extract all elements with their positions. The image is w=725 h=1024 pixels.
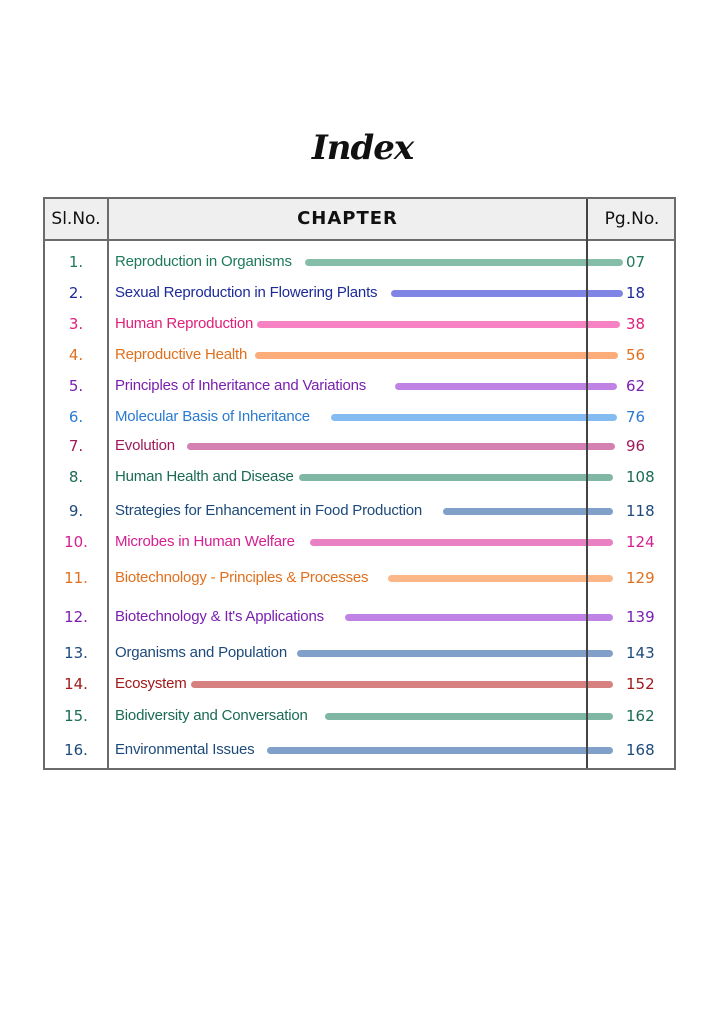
table-row — [45, 671, 674, 697]
row-chapter: Molecular Basis of Inheritance — [115, 408, 310, 425]
row-chapter: Strategies for Enhancement in Food Production — [115, 502, 423, 519]
page-title: Index — [311, 128, 414, 168]
row-page-no: 18 — [626, 284, 646, 302]
row-page-no: 38 — [626, 315, 646, 333]
header-sl-no: Sl.No. — [51, 209, 101, 229]
row-chapter: Reproductive Health — [115, 346, 248, 363]
row-chapter: Human Health and Disease — [115, 468, 294, 485]
row-page-no: 76 — [626, 408, 646, 426]
row-sl-no: 12. — [64, 608, 88, 626]
leader-bar — [257, 321, 620, 328]
row-chapter: Evolution — [115, 437, 175, 454]
row-sl-no: 11. — [64, 569, 88, 587]
column-divider — [586, 199, 588, 768]
row-page-no: 168 — [626, 741, 655, 759]
table-row — [45, 280, 674, 306]
row-page-no: 118 — [626, 502, 655, 520]
table-row — [45, 498, 674, 524]
leader-bar — [331, 414, 617, 421]
leader-bar — [305, 259, 623, 266]
table-row — [45, 565, 674, 591]
row-page-no: 56 — [626, 346, 646, 364]
row-chapter: Organisms and Population — [115, 644, 287, 661]
row-chapter: Biotechnology - Principles & Processes — [115, 569, 369, 586]
row-page-no: 152 — [626, 675, 655, 693]
leader-bar — [391, 290, 623, 297]
table-row — [45, 433, 674, 459]
table-row — [45, 737, 674, 763]
table-row — [45, 249, 674, 275]
row-chapter: Sexual Reproduction in Flowering Plants — [115, 284, 378, 301]
row-page-no: 96 — [626, 437, 646, 455]
row-page-no: 129 — [626, 569, 655, 587]
row-chapter: Ecosystem — [115, 675, 187, 692]
row-chapter: Microbes in Human Welfare — [115, 533, 295, 550]
row-page-no: 162 — [626, 707, 655, 725]
leader-bar — [345, 614, 613, 621]
leader-bar — [388, 575, 613, 582]
row-sl-no: 10. — [64, 533, 88, 551]
row-chapter: Human Reproduction — [115, 315, 254, 332]
header-page-no: Pg.No. — [604, 209, 660, 229]
table-row — [45, 703, 674, 729]
leader-bar — [267, 747, 613, 754]
row-sl-no: 2. — [68, 284, 84, 302]
table-row — [45, 311, 674, 337]
row-page-no: 139 — [626, 608, 655, 626]
column-divider — [107, 199, 109, 768]
table-row — [45, 404, 674, 430]
table-row — [45, 373, 674, 399]
leader-bar — [187, 443, 615, 450]
row-sl-no: 1. — [68, 253, 84, 271]
row-page-no: 62 — [626, 377, 646, 395]
leader-bar — [395, 383, 617, 390]
leader-bar — [325, 713, 613, 720]
row-sl-no: 5. — [68, 377, 84, 395]
table-row — [45, 604, 674, 630]
row-chapter: Biodiversity and Conversation — [115, 707, 308, 724]
row-sl-no: 8. — [68, 468, 84, 486]
table-row — [45, 342, 674, 368]
leader-bar — [255, 352, 618, 359]
row-sl-no: 15. — [64, 707, 88, 725]
row-sl-no: 16. — [64, 741, 88, 759]
row-page-no: 124 — [626, 533, 655, 551]
row-sl-no: 9. — [68, 502, 84, 520]
table-row — [45, 529, 674, 555]
row-page-no: 07 — [626, 253, 646, 271]
table-header — [45, 199, 674, 241]
row-sl-no: 7. — [68, 437, 84, 455]
table-row — [45, 640, 674, 666]
row-chapter: Biotechnology & It's Applications — [115, 608, 324, 625]
row-sl-no: 4. — [68, 346, 84, 364]
row-sl-no: 13. — [64, 644, 88, 662]
row-sl-no: 3. — [68, 315, 84, 333]
leader-bar — [191, 681, 613, 688]
index-table — [43, 197, 676, 770]
leader-bar — [310, 539, 613, 546]
row-sl-no: 6. — [68, 408, 84, 426]
leader-bar — [299, 474, 613, 481]
leader-bar — [297, 650, 613, 657]
row-chapter: Principles of Inheritance and Variations — [115, 377, 367, 394]
row-sl-no: 14. — [64, 675, 88, 693]
row-chapter: Environmental Issues — [115, 741, 255, 758]
row-page-no: 143 — [626, 644, 655, 662]
row-page-no: 108 — [626, 468, 655, 486]
row-chapter: Reproduction in Organisms — [115, 253, 292, 270]
header-chapter: CHAPTER — [297, 208, 398, 229]
table-row — [45, 464, 674, 490]
